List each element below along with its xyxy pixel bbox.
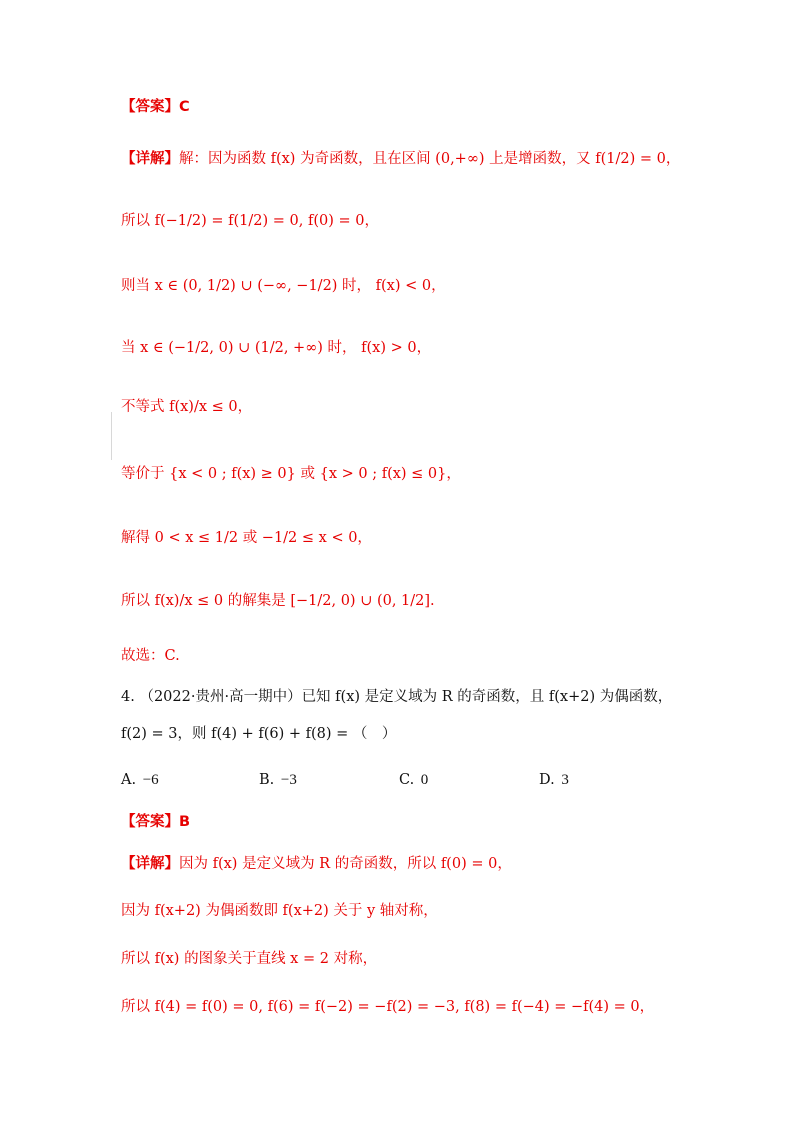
option-c-label: C. bbox=[399, 772, 415, 788]
option-d-label: D. bbox=[539, 772, 555, 788]
q3-answer-line bbox=[121, 100, 190, 115]
answer-value: B bbox=[179, 814, 191, 830]
detail-tag: 【详解】 bbox=[121, 151, 179, 167]
q4-stem-line-1: 4. （2022·贵州·高一期中）已知 f(x) 是定义域为 R 的奇函数，且 f(x+2) 为偶函数， bbox=[121, 689, 673, 705]
q3-step-3: 则当 x ∈ (0, 1/2) ∪ (−∞, −1/2) 时， f(x) < 0， bbox=[121, 278, 446, 294]
q3-step-4: 当 x ∈ (−1/2, 0) ∪ (1/2, +∞) 时， f(x) > 0， bbox=[121, 340, 432, 356]
q3-detail-line-1 bbox=[121, 152, 680, 167]
option-a bbox=[121, 773, 161, 788]
option-b bbox=[259, 773, 299, 788]
answer-value: C bbox=[179, 99, 190, 115]
margin-rule bbox=[111, 412, 112, 460]
q3-step-5: 不等式 f(x)/x ≤ 0， bbox=[121, 399, 253, 415]
option-c bbox=[399, 773, 430, 788]
option-b-value: −3 bbox=[280, 772, 297, 788]
q4-stem-line-2: f(2) = 3，则 f(4) + f(6) + f(8) = （ ） bbox=[121, 726, 397, 742]
q4-step-2: 因为 f(x+2) 为偶函数即 f(x+2) 关于 y 轴对称， bbox=[121, 903, 438, 919]
option-a-label: A. bbox=[121, 772, 137, 788]
q3-step-8: 所以 f(x)/x ≤ 0 的解集是 [−1/2, 0) ∪ (0, 1/2]. bbox=[121, 593, 435, 609]
q4-step-4: 所以 f(4) = f(0) = 0, f(6) = f(−2) = −f(2) = −3, f(8) = f(−4) = −f(4) = 0， bbox=[121, 999, 655, 1015]
detail-tag: 【详解】 bbox=[121, 856, 179, 872]
q3-step-2: 所以 f(−1/2) = f(1/2) = 0, f(0) = 0， bbox=[121, 213, 379, 229]
option-d bbox=[539, 773, 571, 788]
q3-step-7: 解得 0 < x ≤ 1/2 或 −1/2 ≤ x < 0， bbox=[121, 530, 372, 546]
q3-step-6: 等价于 {x < 0 ; f(x) ≥ 0} 或 {x > 0 ; f(x) ≤ 0}， bbox=[121, 466, 461, 482]
q4-step-1: 因为 f(x) 是定义域为 R 的奇函数，所以 f(0) = 0， bbox=[179, 856, 512, 872]
option-a-value: −6 bbox=[142, 772, 159, 788]
answer-tag: 【答案】 bbox=[121, 814, 179, 830]
option-d-value: 3 bbox=[561, 772, 569, 788]
option-c-value: 0 bbox=[420, 772, 429, 788]
answer-tag: 【答案】 bbox=[121, 99, 179, 115]
option-b-label: B. bbox=[259, 772, 275, 788]
q3-conclusion: 故选：C. bbox=[121, 648, 180, 664]
q4-detail-line-1 bbox=[121, 857, 512, 872]
q4-options bbox=[121, 773, 681, 791]
q3-step-1: 解：因为函数 f(x) 为奇函数，且在区间 (0,+∞) 上是增函数，又 f(1/2) = 0， bbox=[179, 151, 681, 167]
q4-answer-line bbox=[121, 815, 190, 830]
q4-step-3: 所以 f(x) 的图象关于直线 x = 2 对称， bbox=[121, 951, 378, 967]
